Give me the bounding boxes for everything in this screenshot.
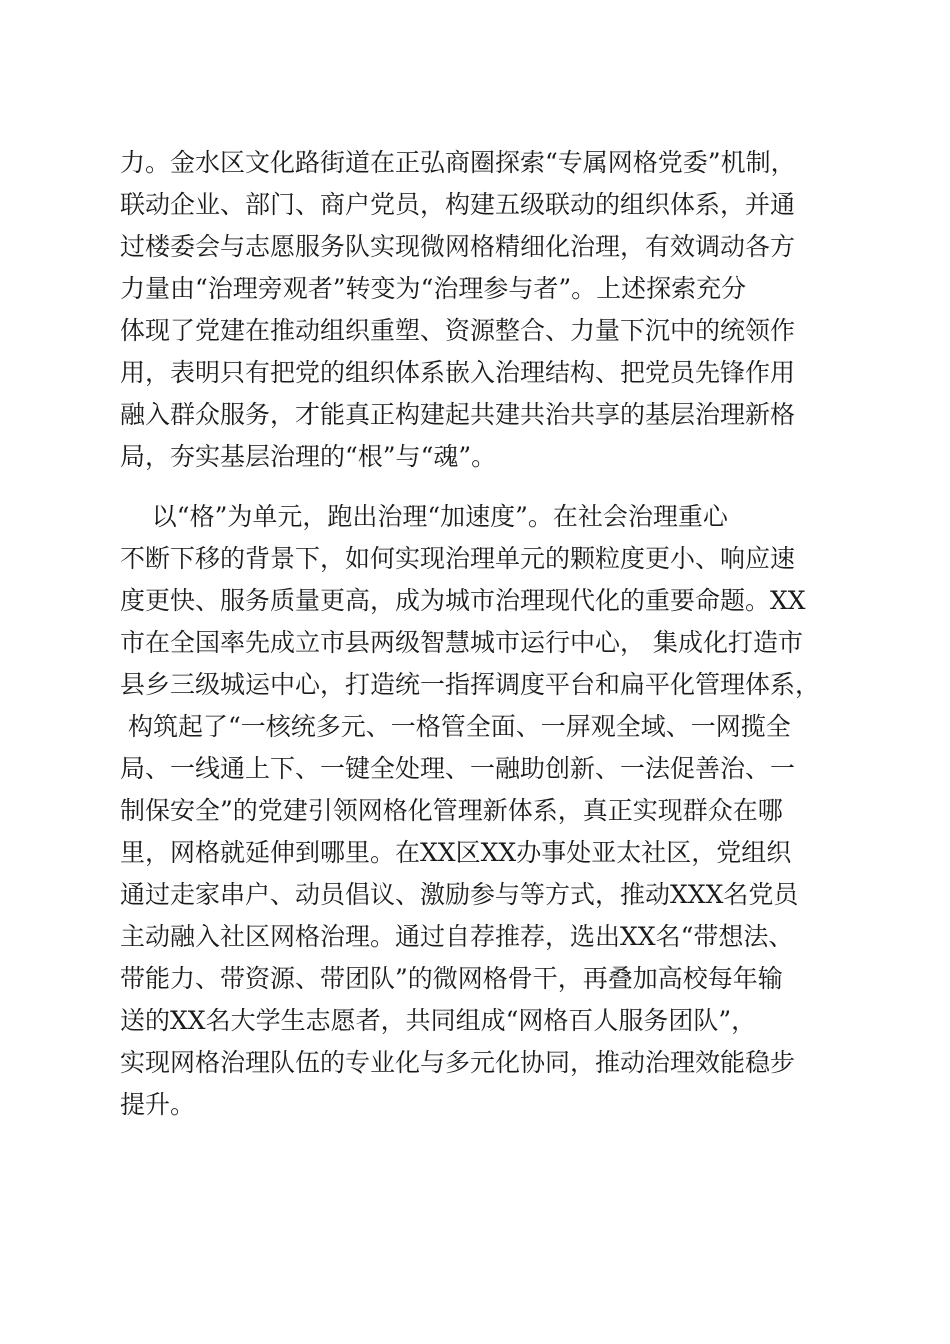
text-line: 联动企业、部门、商户党员，构建五级联动的组织体系，并通 [120, 190, 796, 219]
text-line: 里，网格就延伸到哪里。在XX区XX办事处亚太社区，党组织 [120, 838, 792, 867]
text-line: 融入群众服务，才能真正构建起共建共治共享的基层治理新格 [120, 400, 796, 429]
text-line: 构筑起了“一核统多元、一格管全面、一屏观全域、一网揽全 [120, 712, 791, 741]
text-line: 过楼委会与志愿服务队实现微网格精细化治理，有效调动各方 [120, 232, 796, 261]
text-line: 局，夯实基层治理的“根”与“魂”。 [120, 442, 497, 471]
text-line: 局、一线通上下、一键全处理、一融助创新、一法促善治、一 [120, 754, 796, 783]
text-line: 用，表明只有把党的组织体系嵌入治理结构、把党员先锋作用 [120, 358, 796, 387]
text-line: 提升。 [120, 1090, 196, 1119]
text-line: 不断下移的背景下，如何实现治理单元的颗粒度更小、响应速 [120, 544, 796, 573]
text-line: 市在全国率先成立市县两级智慧城市运行中心， 集成化打造市 [120, 628, 803, 657]
text-line: 制保安全”的党建引领网格化管理新体系，真正实现群众在哪 [120, 796, 783, 825]
text-line: 送的XX名大学生志愿者，共同组成“网格百人服务团队”， [120, 1006, 757, 1035]
text-line: 实现网格治理队伍的专业化与多元化协同，推动治理效能稳步 [120, 1048, 796, 1077]
text-line: 以“格”为单元，跑出治理“加速度”。在社会治理重心 [120, 502, 728, 531]
text-line: 县乡三级城运中心，打造统一指挥调度平台和扁平化管理体系， [120, 670, 821, 699]
text-line: 带能力、带资源、带团队”的微网格骨干，再叠加高校每年输 [120, 964, 783, 993]
text-line: 主动融入社区网格治理。通过自荐推荐，选出XX名“带想法、 [120, 922, 794, 951]
text-line: 力。金水区文化路街道在正弘商圈探索“专属网格党委”机制， [120, 148, 796, 177]
text-line: 体现了党建在推动组织重塑、资源整合、力量下沉中的统领作 [120, 316, 796, 345]
text-line: 通过走家串户、动员倡议、激励参与等方式，推动XXX名党员 [120, 880, 799, 909]
text-line: 度更快、服务质量更高，成为城市治理现代化的重要命题。XX [120, 586, 806, 615]
text-line: 力量由“治理旁观者”转变为“治理参与者”。上述探索充分 [120, 274, 747, 303]
